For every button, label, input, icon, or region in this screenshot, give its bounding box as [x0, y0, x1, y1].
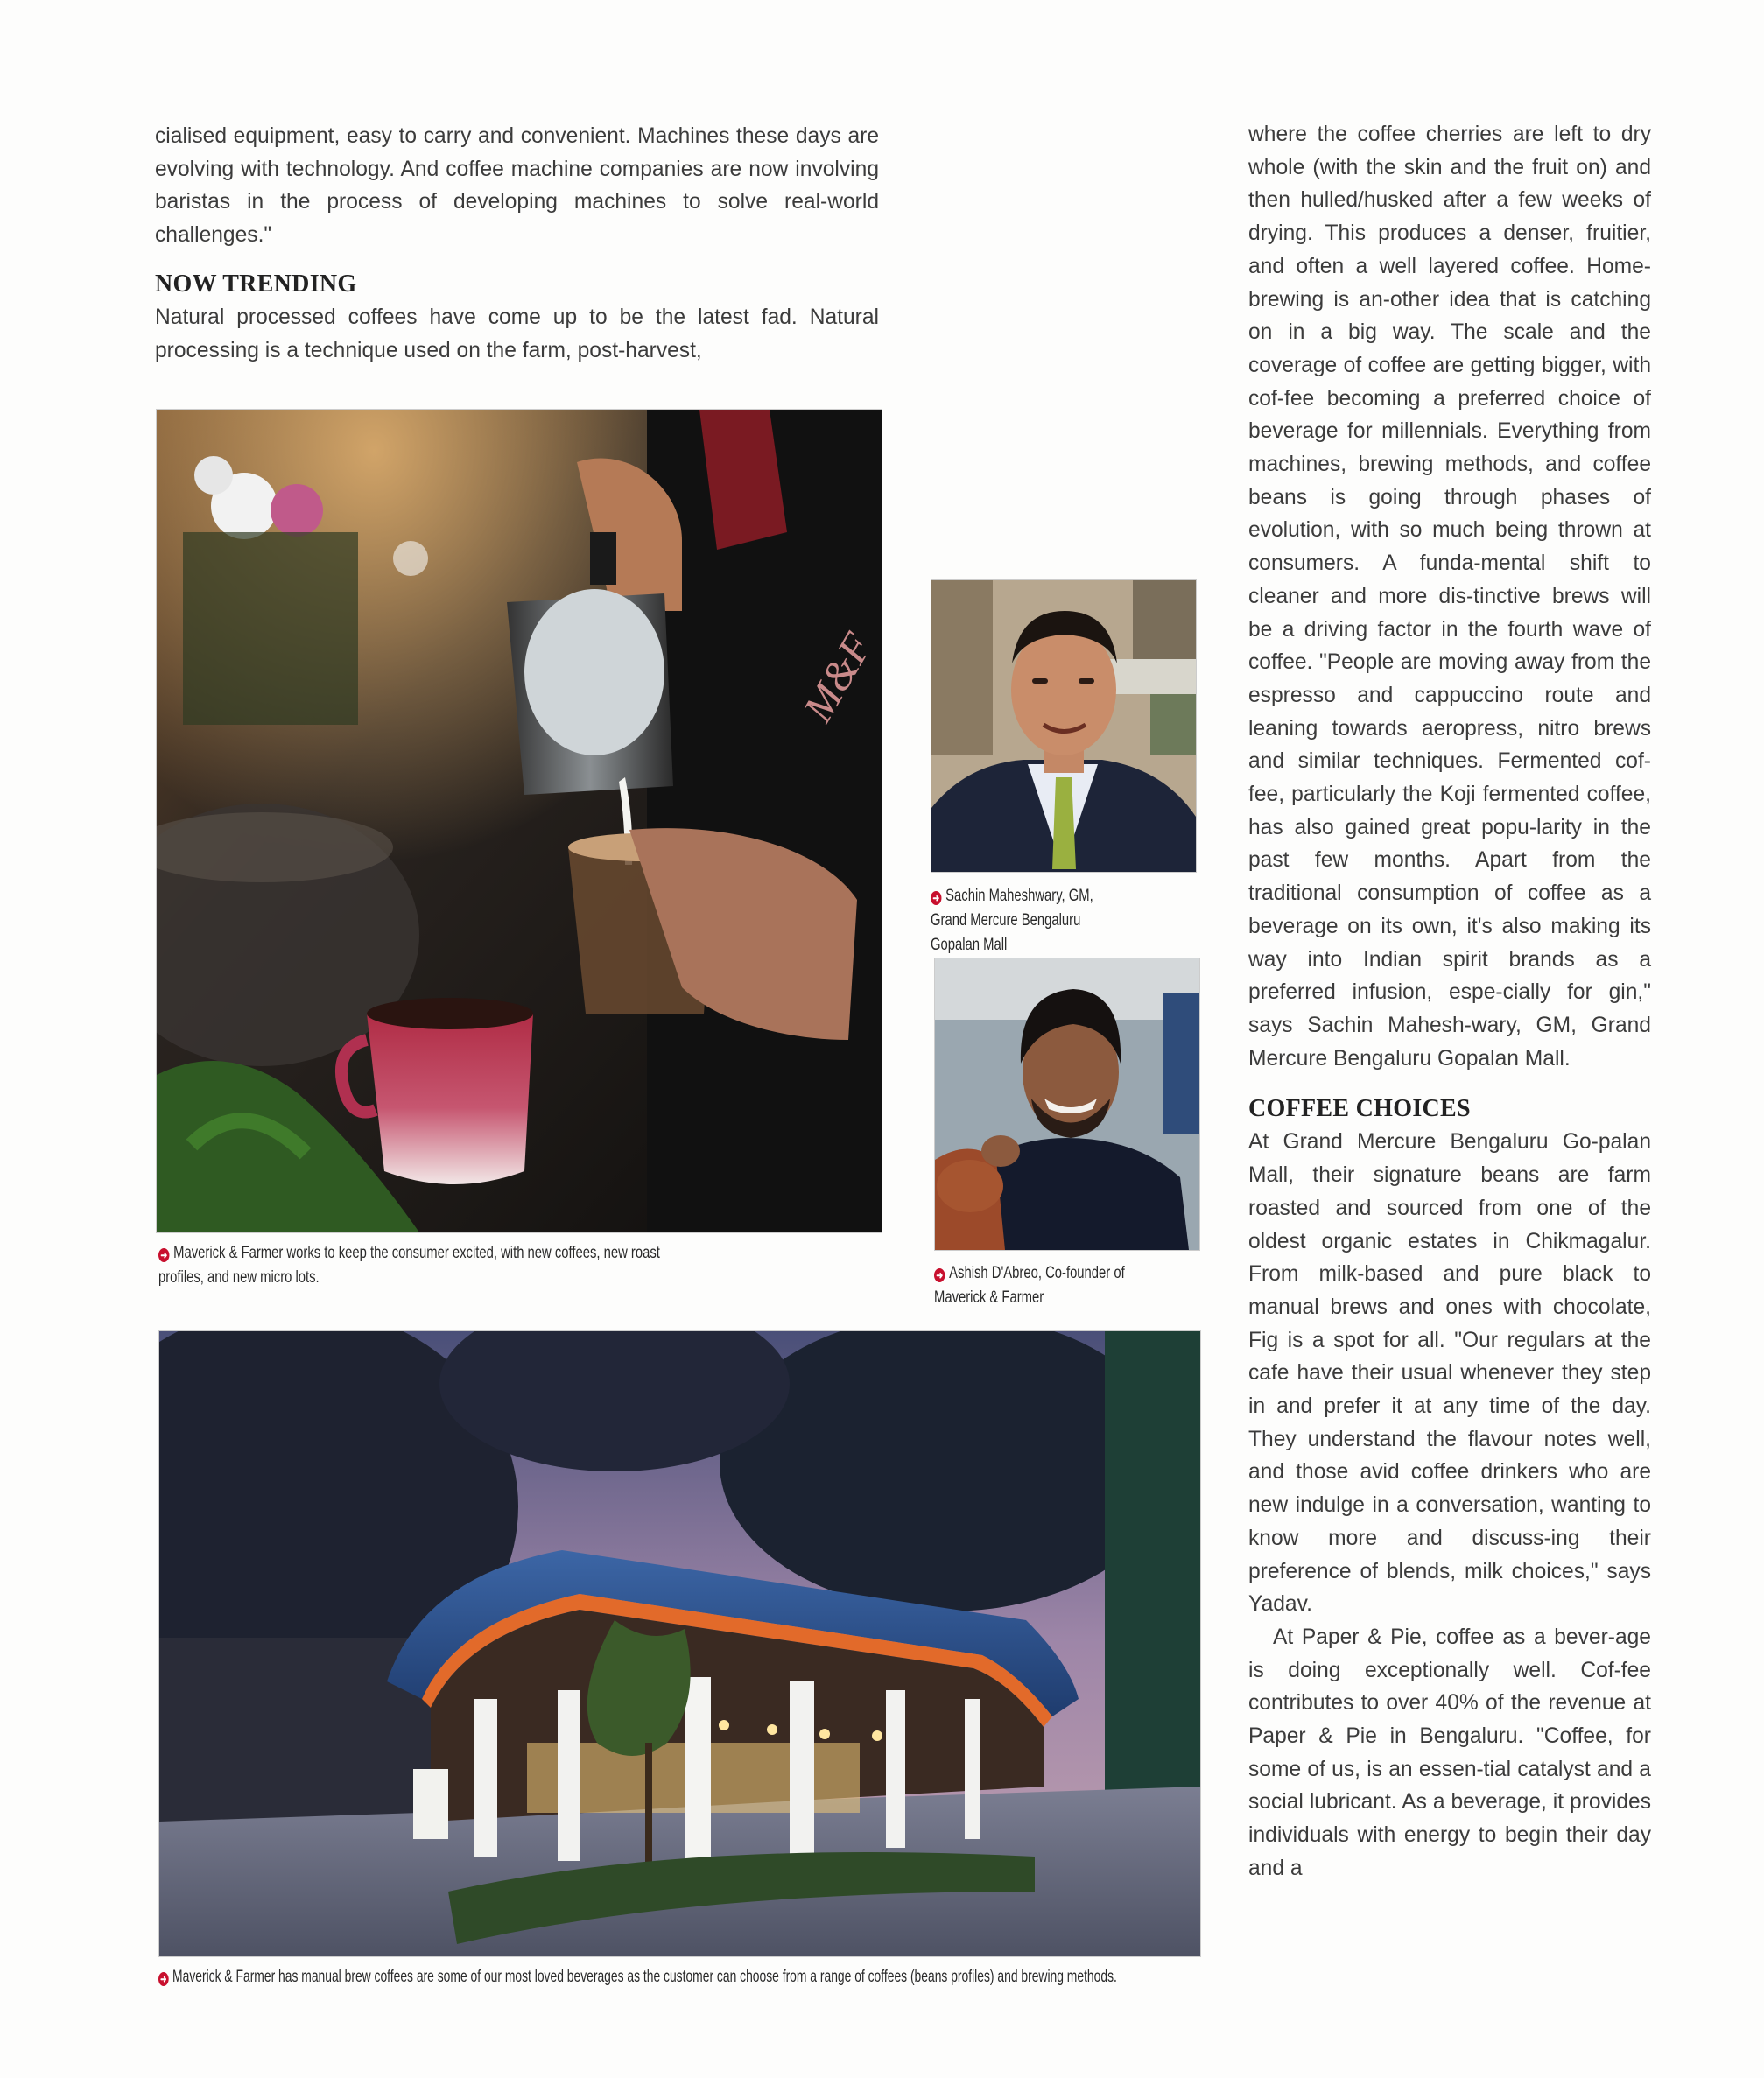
right-paragraph-1: where the coffee cherries are left to dry whole (with the skin and the fruit on) and then hulled/husked after a few weeks of drying. This produces a denser, fruitier, and often a well layered coffee. Home-brewing is an-other idea that is catching on in a big way. The scale and the coverage of coffee are getting bigger, with cof-fee becoming a preferred choice of beverage for millennials. Everything from machines, brewing methods, and coffee beans is going through phases of evolution, with so much being thrown at consumers. A funda-mental shift to cleaner and more dis-tinctive brews will be a driving factor in the fourth wave of coffee. "People are moving away from the espresso and cappuccino route and leaning towards aeropress, nitro brews and similar techniques. Fermented cof-fee, particularly the Koji fermented coffee, has also gained great popu-larity in the past few months. Apart from the traditional consumption of coffee as a beverage on its own, it's also making its way into Indian spirit brands as a preferred infusion, espe-cially for gin," says Sachin Mahesh-wary, GM, Grand Mercure Bengaluru Gopalan Mall. [1248, 123, 1651, 1071]
caption-arrow-icon: ➜ [934, 1268, 945, 1282]
caption-arrow-icon: ➜ [158, 1248, 169, 1262]
sachin-photo-caption [931, 884, 1128, 958]
svg-text:M&F: M&F [794, 625, 882, 730]
caption-arrow-icon: ➜ [931, 891, 941, 905]
trending-paragraph: Natural processed coffees have come up to be the latest fad. Natural processing is a technique used on the farm, post-harvest, [155, 305, 879, 362]
coffee-choices-heading: COFFEE CHOICES [1248, 1095, 1471, 1123]
ashish-portrait-photo [934, 958, 1200, 1251]
sachin-portrait-photo [931, 579, 1197, 873]
sachin-photo-caption-text: Sachin Maheshwary, GM, Grand Mercure Bengaluru Gopalan Mall [931, 887, 1093, 954]
right-paragraph-2: At Grand Mercure Bengaluru Go-palan Mall, their signature beans are farm roasted and sourced from one of the oldest organic estates in Chikmagalur. From milk-based and pure black to manual brews and ones with chocolate, Fig is a spot for all. "Our regulars at the cafe have their usual whenever they step in and prefer it at any time of the day. They understand the flavour notes well, and those avid coffee drinkers who are new indulge in a conversation, wanting to know more and discuss-ing their preference of blends, milk choices," says Yadav. [1248, 1130, 1651, 1617]
right-paragraph-3: At Paper & Pie, coffee as a bever-age is doing exceptionally well. Cof-fee contributes to over 40% of the revenue at Paper & Pie in Bengaluru. "Coffee, for some of us, is an essen-tial catalyst and a social lubricant. As a beverage, it provides individuals with energy to begin their day and a [1248, 1625, 1651, 1880]
ashish-photo-caption [934, 1261, 1132, 1310]
right-text-column [1248, 118, 1651, 1885]
cafe-photo-caption [158, 1965, 1136, 1990]
cafe-photo-caption-text: Maverick & Farmer has manual brew coffees are some of our most loved beverages as the customer can choose from a range of coffees (beans profiles) and brewing methods. [172, 1968, 1117, 1986]
ashish-photo-caption-text: Ashish D'Abreo, Co-founder of Maverick & Farmer [934, 1264, 1125, 1307]
caption-arrow-icon: ➜ [158, 1972, 169, 1986]
barista-pour-photo [156, 409, 882, 1233]
pour-photo-caption-text: Maverick & Farmer works to keep the consumer excited, with new coffees, new roast profiles, and new micro lots. [158, 1244, 660, 1287]
now-trending-heading: NOW TRENDING [155, 270, 357, 298]
cafe-exterior-photo [158, 1330, 1201, 1957]
left-text-column [155, 120, 879, 367]
intro-paragraph: cialised equipment, easy to carry and convenient. Machines these days are evolving with technology. And coffee machine companies are now involving baristas in the process of developing machines to solve real-world challenges." [155, 124, 879, 248]
pour-photo-caption [158, 1241, 705, 1290]
